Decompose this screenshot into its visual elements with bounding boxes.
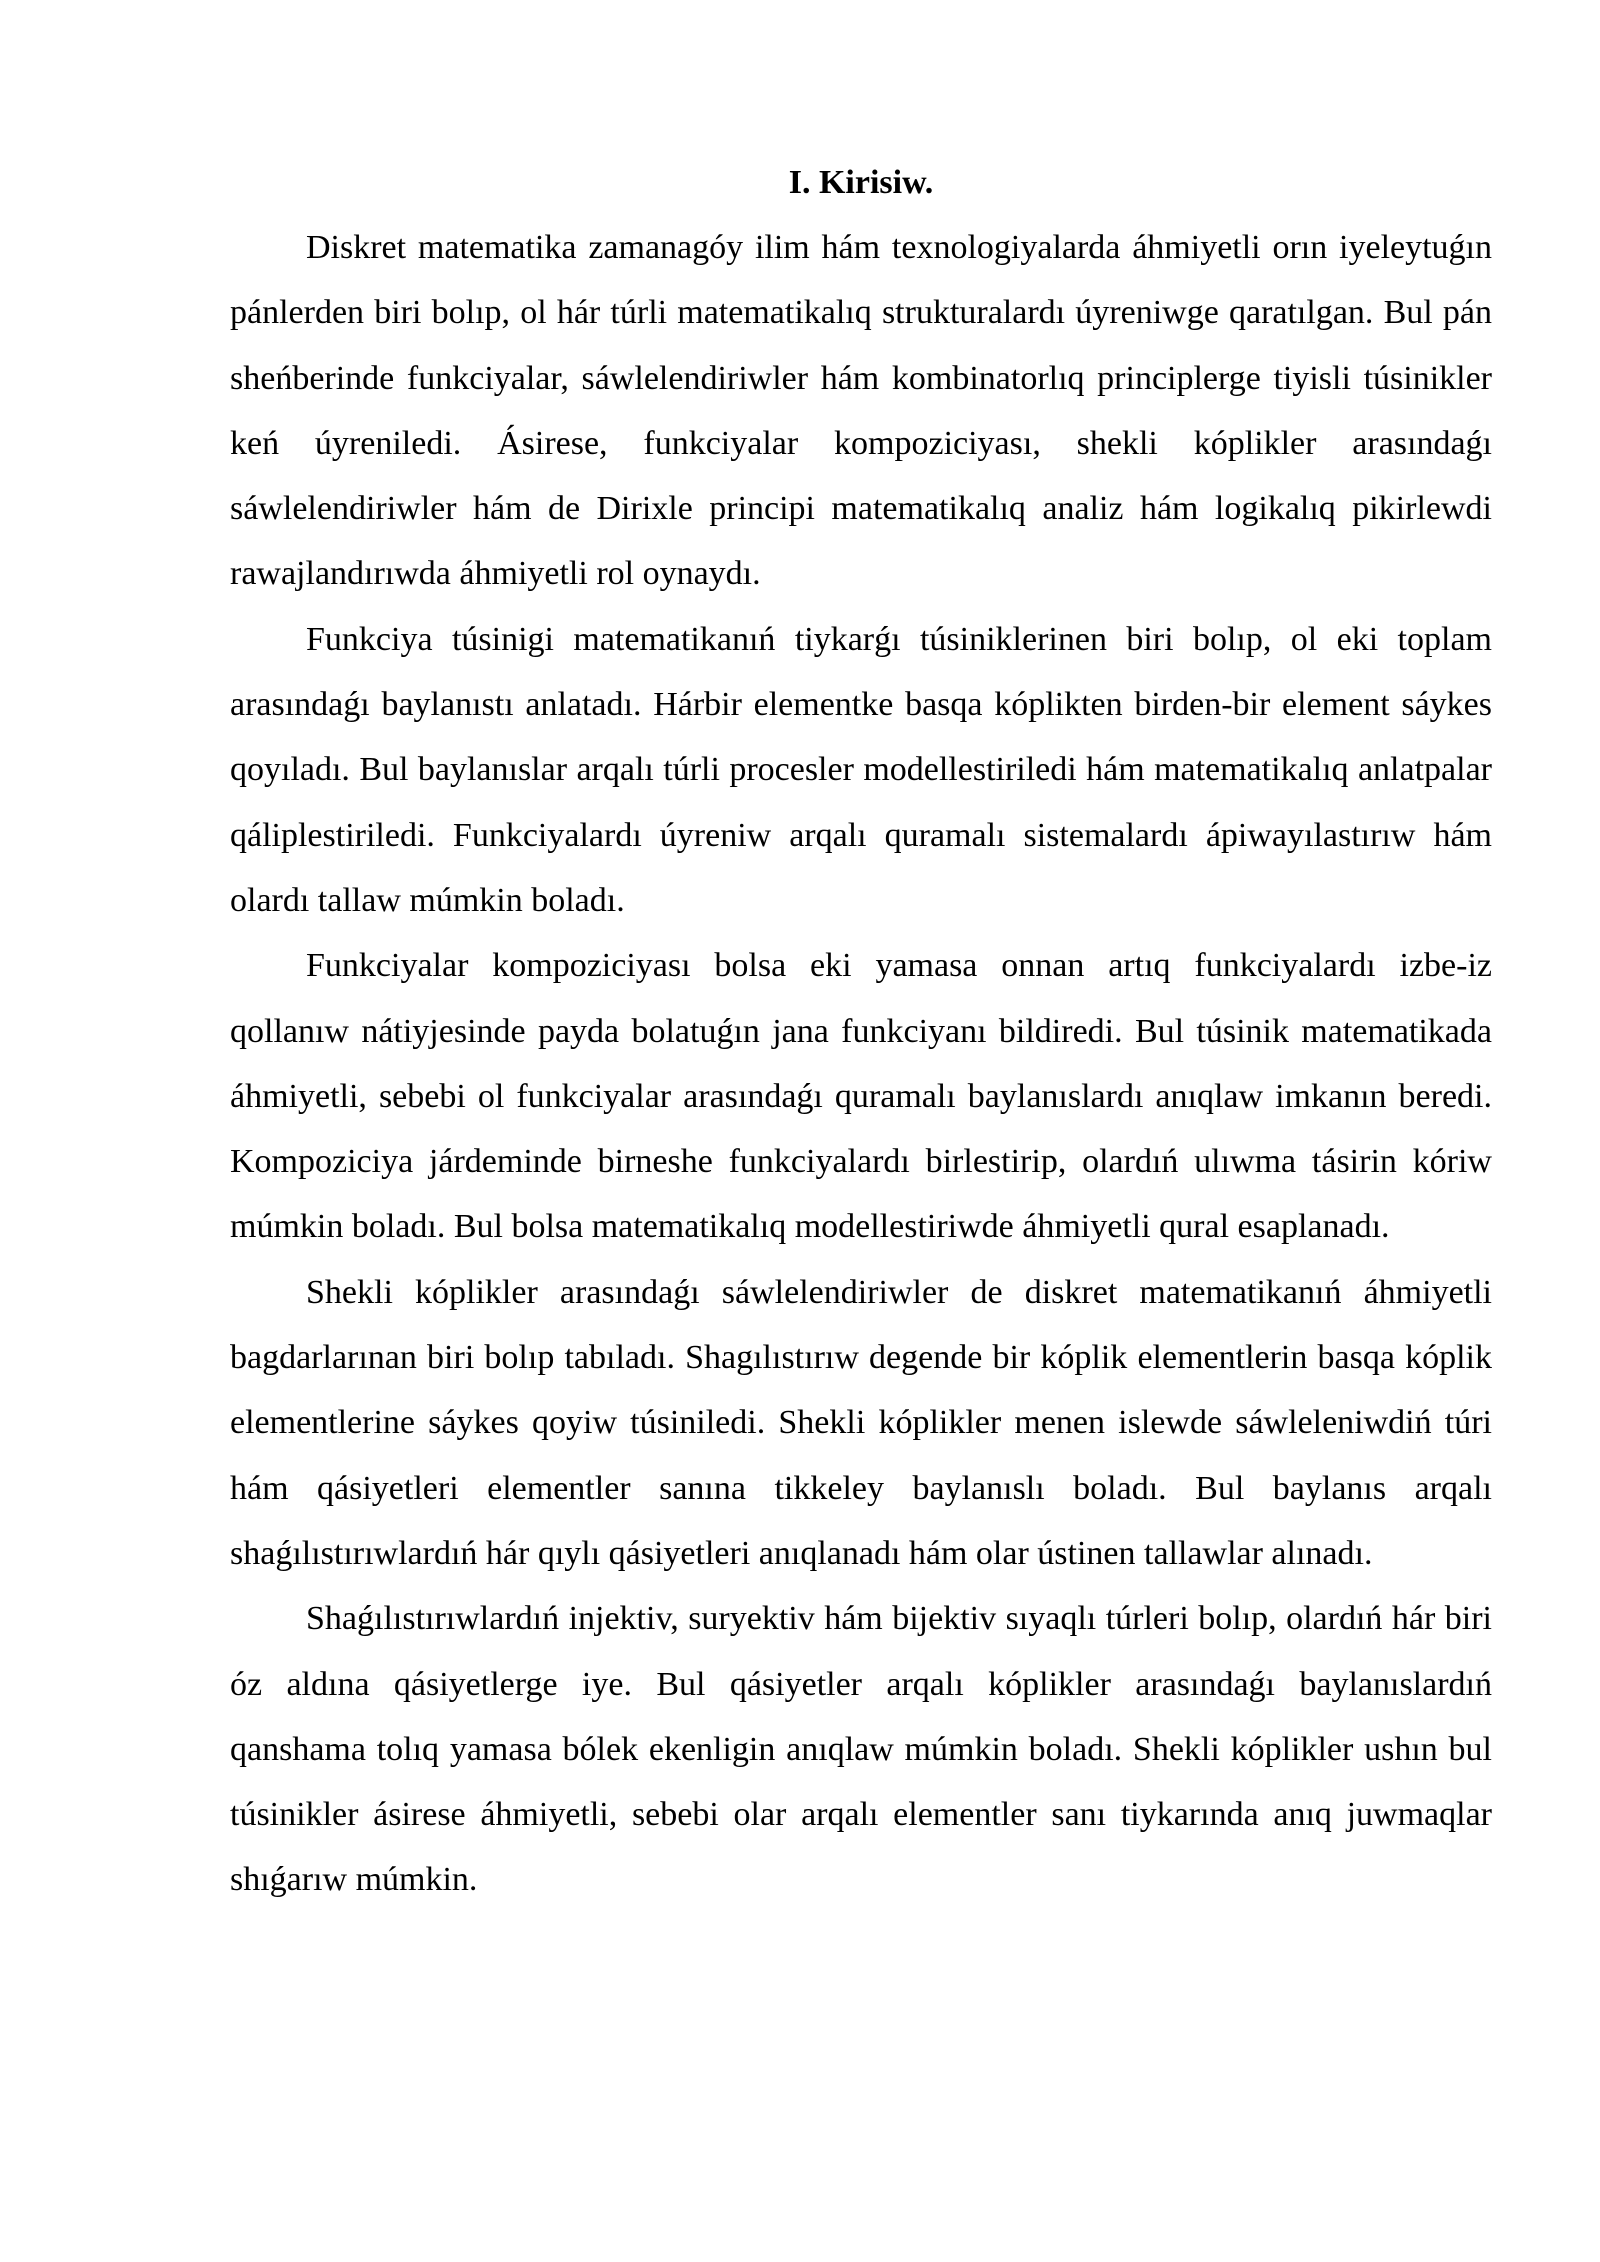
paragraph-3: Funkciyalar kompoziciyası bolsa eki yamasa onnan artıq funkciyalardı izbe-iz qollanıw nátiyjesinde payda bolatuǵın jana funkciyanı bildiredi. Bul túsinik matematikada áhmiyetli, sebebi ol funkciyalar arasındaǵı quramalı baylanıslardı anıqlaw imkanın beredi. Kompoziciya járdeminde birneshe funkciyalardı birlestirip, olardıń ulıwma tásirin kóriw múmkin boladı. Bul bolsa matematikalıq modellestiriwde áhmiyetli qural esaplanadı. bbox=[230, 947, 1492, 1246]
document-body bbox=[230, 150, 1492, 1913]
paragraph-5: Shaǵılıstırıwlardıń injektiv, suryektiv hám bijektiv sıyaqlı túrleri bolıp, olardıń hár biri óz aldına qásiyetlerge iye. Bul qásiyetler arqalı kóplikler arasındaǵı baylanıslardıń qanshama tolıq yamasa bólek ekenligin anıqlaw múmkin boladı. Shekli kóplikler ushın bul túsinikler ásirese áhmiyetli, sebebi olar arqalı elementler sanı tiykarında anıq juwmaqlar shıǵarıw múmkin. bbox=[230, 1600, 1492, 1899]
section-heading: I. Kirisiw. bbox=[788, 164, 934, 201]
paragraph-2: Funkciya túsinigi matematikanıń tiykarǵı túsiniklerinen biri bolıp, ol eki toplam arasındaǵı baylanıstı anlatadı. Hárbir elementke basqa kóplikten birden-bir element sáykes qoyıladı. Bul baylanıslar arqalı túrli procesler modellestiriledi hám matematikalıq anlatpalar qáliplestiriledi. Funkciyalardı úyreniw arqalı quramalı sistemalardı ápiwayılastırıw hám olardı tallaw múmkin boladı. bbox=[230, 620, 1492, 919]
paragraph-1: Diskret matematika zamanagóy ilim hám texnologiyalarda áhmiyetli orın iyeleytuǵın pánlerden biri bolıp, ol hár túrli matematikalıq strukturalardı úyreniwge qaratılgan. Bul pán sheńberinde funkciyalar, sáwlelendiriwler hám kombinatorlıq principlerge tiyisli túsinikler keń úyreniledi. Ásirese, funkciyalar kompoziciyası, shekli kóplikler arasındaǵı sáwlelendiriwler hám de Dirixle principi matematikalıq analiz hám logikalıq pikirlewdi rawajlandırıwda áhmiyetli rol oynaydı. bbox=[230, 229, 1492, 593]
paragraph-4: Shekli kóplikler arasındaǵı sáwlelendiriwler de diskret matematikanıń áhmiyetli bagdarlarınan biri bolıp tabıladı. Shagılıstırıw degende bir kóplik elementlerin basqa kóplik elementlerine sáykes qoyiw túsiniledi. Shekli kóplikler menen islewde sáwleleniwdiń túri hám qásiyetleri elementler sanına tikkeley baylanıslı boladı. Bul baylanıs arqalı shaǵılıstırıwlardıń hár qıylı qásiyetleri anıqlanadı hám olar ústinen tallawlar alınadı. bbox=[230, 1273, 1492, 1572]
